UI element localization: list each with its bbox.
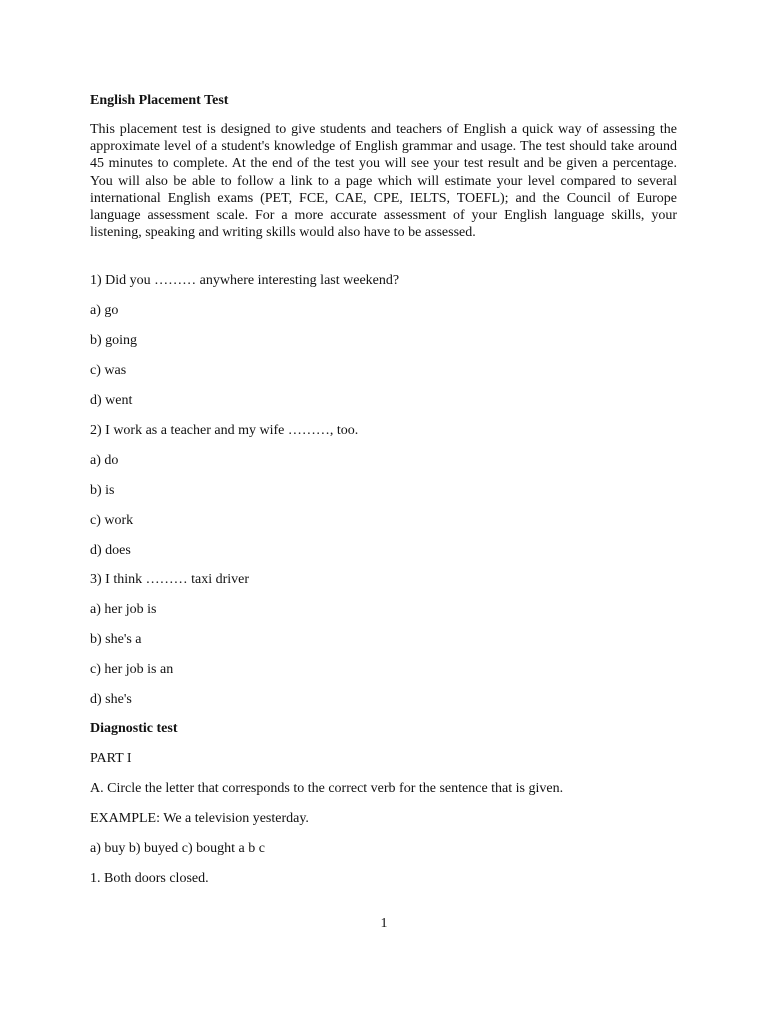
question-1-option-d: d) went bbox=[90, 393, 133, 408]
diagnostic-example: EXAMPLE: We a television yesterday. bbox=[90, 811, 309, 826]
question-2-option-c: c) work bbox=[90, 513, 134, 528]
question-2-option-b: b) is bbox=[90, 483, 115, 498]
question-1-option-a: a) go bbox=[90, 303, 119, 318]
question-1-option-c: c) was bbox=[90, 363, 127, 378]
diagnostic-heading: Diagnostic test bbox=[90, 721, 178, 736]
document-title: English Placement Test bbox=[90, 93, 229, 108]
question-3-prompt: 3) I think ……… taxi driver bbox=[90, 572, 250, 587]
question-3-option-b: b) she's a bbox=[90, 632, 142, 647]
diagnostic-example-options: a) buy b) buyed c) bought a b c bbox=[90, 841, 265, 856]
question-2-option-a: a) do bbox=[90, 453, 119, 468]
question-2-prompt: 2) I work as a teacher and my wife ………, too. bbox=[90, 423, 359, 438]
intro-paragraph: This placement test is designed to give students and teachers of English a quick way of assessing the approximate level of a student's knowledge of English grammar and usage. The test should take around 45 minutes to complete. At the end of the test you will see your test result and be given a percentage. You will also be able to follow a link to a page which will estimate your level compared to several international English exams (PET, FCE, CAE, CPE, IELTS, TOEFL); and the Council of Europe language assessment scale. For a more accurate assessment of your English language skills, your listening, speaking and writing skills would also have to be assessed. bbox=[90, 122, 677, 241]
diagnostic-instruction: A. Circle the letter that corresponds to the correct verb for the sentence that is given. bbox=[90, 781, 564, 796]
diagnostic-item-1: 1. Both doors closed. bbox=[90, 871, 209, 886]
question-3-option-c: c) her job is an bbox=[90, 662, 174, 677]
diagnostic-part: PART I bbox=[90, 751, 132, 766]
question-3-option-a: a) her job is bbox=[90, 602, 157, 617]
question-3-option-d: d) she's bbox=[90, 692, 132, 707]
question-2-option-d: d) does bbox=[90, 543, 131, 558]
question-1-prompt: 1) Did you ……… anywhere interesting last weekend? bbox=[90, 273, 400, 288]
page-number: 1 bbox=[380, 916, 388, 931]
question-1-option-b: b) going bbox=[90, 333, 138, 348]
